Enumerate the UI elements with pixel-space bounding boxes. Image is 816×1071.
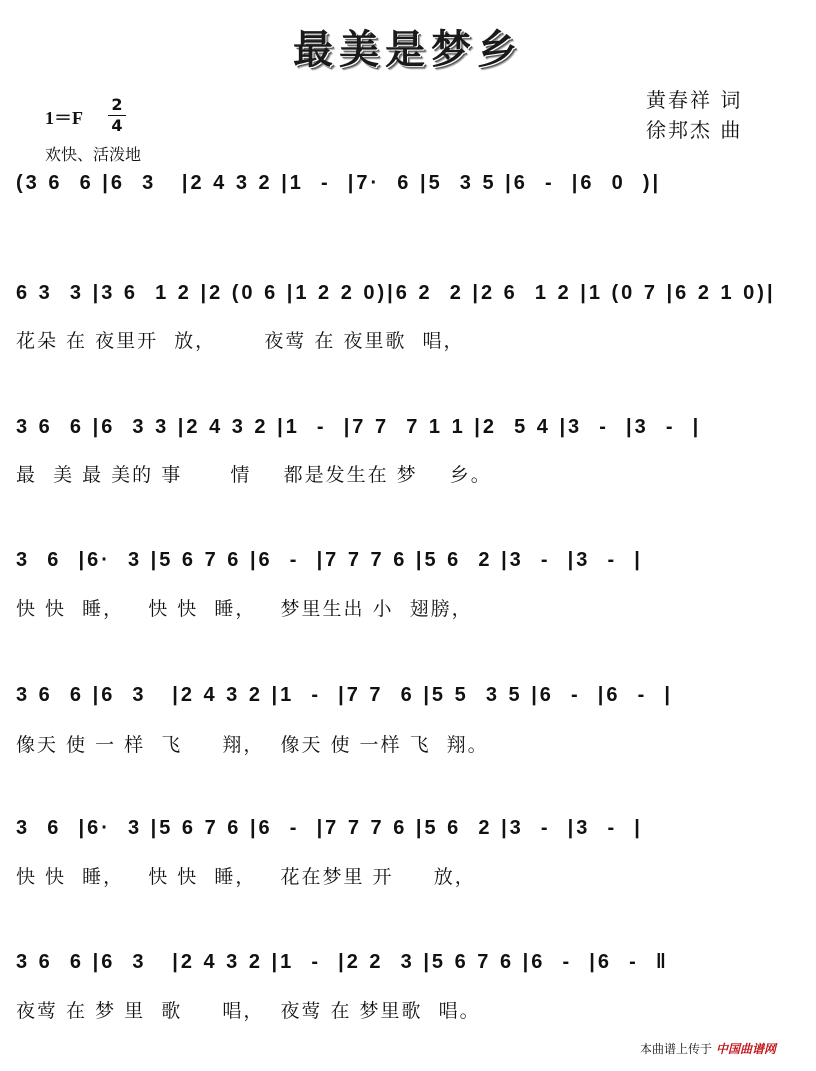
lyric-line-2: 花朵 在 夜里开 放， 夜莺 在 夜里歌 唱， <box>16 330 465 352</box>
staff-line-5 <box>16 684 800 734</box>
key-signature: 1＝F <box>45 108 83 128</box>
lyric-line-6: 快 快 睡， 快 快 睡， 花在梦里 开 放， <box>16 866 476 888</box>
notation-line-4: 3 6 |6· 3 |5 6 7 6 |6 - |7 7 7 6 |5 6 2 |3 - |3 - | <box>16 549 643 571</box>
site-logo[interactable]: 中国曲谱网 <box>715 1042 776 1056</box>
time-signature <box>108 96 126 135</box>
lyric-line-3: 最 美 最 美的 事 情 都是发生在 梦 乡。 <box>16 464 492 486</box>
upload-footer <box>640 1040 776 1057</box>
staff-line-1 <box>16 172 800 222</box>
lyric-line-7: 夜莺 在 梦 里 歌 唱， 夜莺 在 梦里歌 唱。 <box>16 1000 481 1022</box>
notation-line-2: 6 3 3 |3 6 1 2 |2 (0 6 |1 2 2 0)|6 2 2 |2 6 1 2 |1 (0 7 |6 2 1 0)| <box>16 282 776 304</box>
song-title: 最美是梦乡 <box>293 27 523 73</box>
lyricist-credit: 黄春祥 词 <box>646 88 743 112</box>
notation-line-5: 3 6 6 |6 3 |2 4 3 2 |1 - |7 7 6 |5 5 3 5 |6 - |6 - | <box>16 684 674 706</box>
tempo-marking: 欢快、活泼地 <box>45 145 142 164</box>
staff-line-4 <box>16 549 800 599</box>
footer-text: 本曲谱上传于 <box>639 1042 712 1056</box>
staff-line-7 <box>16 951 800 1001</box>
staff-line-3 <box>16 416 800 466</box>
lyric-line-4: 快 快 睡， 快 快 睡， 梦里生出 小 翅膀， <box>16 598 473 620</box>
notation-line-1: (3 6 6 |6 3 |2 4 3 2 |1 - |7· 6 |5 3 5 |6 - |6 0 )| <box>16 172 662 194</box>
staff-line-6 <box>16 817 800 867</box>
lyric-line-5: 像天 使 一 样 飞 翔， 像天 使 一样 飞 翔。 <box>16 734 489 756</box>
meter-bottom: 4 <box>111 116 123 135</box>
meter-top: 2 <box>111 95 123 114</box>
notation-line-6: 3 6 |6· 3 |5 6 7 6 |6 - |7 7 7 6 |5 6 2 |3 - |3 - | <box>16 817 643 839</box>
notation-line-3: 3 6 6 |6 3 3 |2 4 3 2 |1 - |7 7 7 1 1 |2 5 4 |3 - |3 - | <box>16 416 702 438</box>
staff-line-2 <box>16 282 800 332</box>
notation-line-7: 3 6 6 |6 3 |2 4 3 2 |1 - |2 2 3 |5 6 7 6 |6 - |6 - ‖ <box>16 951 669 973</box>
composer-credit: 徐邦杰 曲 <box>646 118 743 142</box>
